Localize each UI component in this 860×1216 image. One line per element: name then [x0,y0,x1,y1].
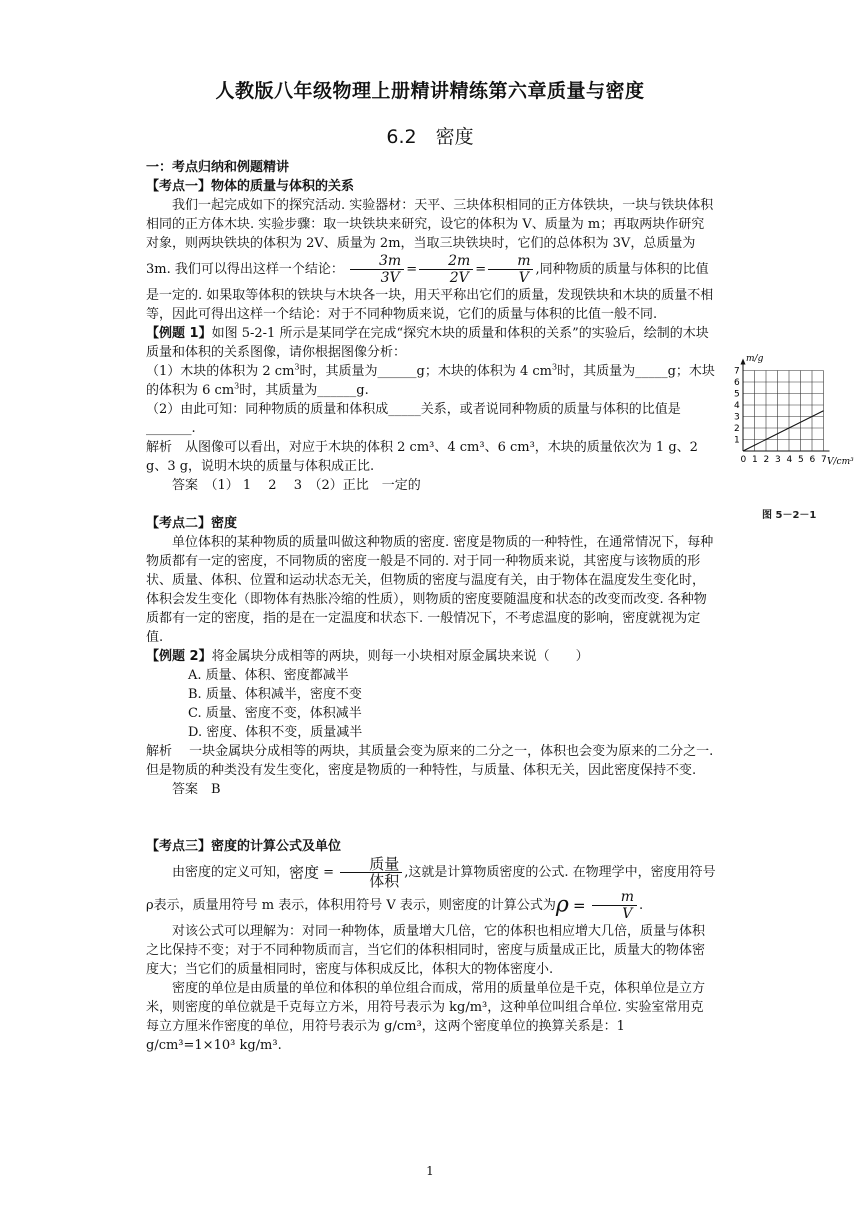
example2-answer: 答案 B [172,782,221,797]
fraction-2m-2v: $\frac{2m}{2V}$ [419,253,473,286]
y-tick-label: 4 [734,401,740,411]
example2-analysis: 解析 一块金属块分成相等的两块，其质量会变为原来的二分之一，体积也会变为原来的二分之一.但是物质的种类没有发生变化，密度是物质的一种特性，与质量、体积无关，因此密度保持不变. [146,744,714,778]
figure-caption: 图 5－2－1 [762,510,817,521]
x-tick-label: 1 [752,455,758,465]
document-title: 人教版八年级物理上册精讲精练第六章质量与密度 [215,80,645,102]
kp3-heading: 【考点三】密度的计算公式及单位 [146,839,342,854]
option-d: D. 密度、体积不变，质量减半 [188,725,363,740]
kp2-paragraph: 单位体积的某种物质的质量叫做这种物质的密度. 密度是物质的一种特性，在通常情况下，每种物质都有一定的密度，不同物质的密度一般是不同的. 对于同一种物质来说，其密度与该物质的形状、质量、体积、位置和运动状态无关，但物质的密度与温度有关，由于物体在温度发生变化时，体积会发生变化（即物体有热胀冷缩的性质），则物质的密度要随温度和状态的改变而改变. 各种物质都有一定的密度，指的是在一定温度和状态下. 一般情况下，不考虑温度的影响，密度就视为定值. [146,535,714,645]
y-tick-label: 5 [734,389,740,400]
kp1-paragraph: 我们一起完成如下的探究活动. 实验器材：天平、三块体积相同的正方体铁块，一块与铁块体积相同的正方体木块. 实验步骤：取一块铁块来研究，设它的体积为 V、质量为 m；再取两块作研究对象，则两块铁块的体积为 2V、质量为 2m，当取三块铁块时，它们的总体积为 3V，总质量为 3m. 我们可以得出这样一个结论： $\frac{3m}{3V}$ = $\frac{2m}{2V}$ = $\frac{m}{V}$ ,同种物质的质量与体积的比值是一定的. 如果取等体积的铁块与木块各一块，用天平称出它们的质量，发现铁块和木块的质量不相等，因此可得出这样一个结论：对于不同种物质来说，它们的质量与体积的比值一般不同. [146,198,714,322]
example2-label: 【例题 2】 [146,649,212,664]
y-axis-arrow [741,359,746,365]
option-c: C. 质量、密度不变，体积减半 [188,706,362,721]
spacer [146,495,716,514]
word-density: 密度 [289,863,320,882]
kp3-paragraph2: 对该公式可以理解为：对同一种物体，质量增大几倍，它的体积也相应增大几倍，质量与体积之比保持不变；对于不同种物质而言，当它们的体积相同时，密度与质量成正比，质量大的物体密度大；当它们的质量相同时，密度与体积成反比，体积大的物体密度小. [146,924,706,977]
fraction-m-v-density: $\frac{m}{V}$ [592,889,637,922]
x-tick-label: 0 [740,455,747,465]
y-tick-label: 2 [734,424,740,434]
x-tick-label: 4 [786,455,793,465]
fraction-3m-3v: $\frac{3m}{3V}$ [350,253,404,286]
x-axis-label: V/cm³ [827,457,854,467]
y-tick-label: 1 [734,435,740,446]
x-tick-label: 2 [763,455,770,465]
kp3-paragraph3: 密度的单位是由质量的单位和体积的单位组合而成，常用的质量单位是千克，体积单位是立方米，则密度的单位就是千克每立方米，用符号表示为 kg/m³，这种单位叫组合单位. 实验室常用克每立方厘米作密度的单位，用符号表示为 g/cm³，这两个密度单位的换算关系是：1 g/cm³=1×10³ kg/m³. [146,981,706,1053]
x-tick-label: 3 [775,455,781,465]
kp1-text-end: ,同种物质的质量与体积的比值是一定的. 如果取等体积的铁块与木块各一块，用天平称出它们的质量，发现铁块和木块的质量不相等，因此可得出这样一个结论：对于不同种物质来说，它们的质量与体积的比值一般不同. [146,262,714,322]
example1-analysis: 解析 从图像可以看出，对应于木块的体积 2 cm³、4 cm³、6 cm³，木块的质量依次为 1 g、2 g、3 g，说明木块的质量与体积成正比. [146,440,698,474]
option-b: B. 质量、体积减半，密度不变 [188,687,362,702]
example1-q2: （2）由此可知：同种物质的质量和体积成_____关系，或者说同种物质的质量与体积的比值是_______. [146,402,681,436]
kp1-text: 我们一起完成如下的探究活动. 实验器材：天平、三块体积相同的正方体铁块，一块与铁块体积相同的正方体木块. 实验步骤：取一块铁块来研究，设它的体积为 V、质量为 m；再取两块作研究对象，则两块铁块的体积为 2V、质量为 2m，当取三块铁块时，它们的总体积为 3V，总质量为 3m. 我们可以得出这样一个结论： [146,198,714,277]
page-number: 1 [426,1164,434,1178]
kp1-heading: 【考点一】物体的质量与体积的关系 [146,179,355,194]
y-tick-label: 3 [734,412,740,423]
kp3-paragraph1: 由密度的定义可知，密度 = $\frac{\text{质量}}{\text{体积}}$ ,这就是计算物质密度的公式. 在物理学中，密度用符号ρ表示，质量用符号 m 表示，体积用符号 V 表示，则密度的计算公式为ρ = $\frac{m}{V}$ . [146,855,716,922]
mass-volume-chart [730,352,860,492]
document-body [146,158,716,1055]
kp2-heading: 【考点二】密度 [146,516,238,531]
section-title: 6.2 密度 [386,126,474,148]
y-tick-label: 6 [734,378,740,388]
x-tick-label: 7 [821,455,827,465]
x-tick-label: 5 [798,455,804,465]
fraction-m-v: $\frac{m}{V}$ [488,253,533,286]
example1-label: 【例题 1】 [146,326,212,341]
example1-q1: （1）木块的体积为 2 $cm^3$时，其质量为______g；木块的体积为 4 $cm^3$时，其质量为_____g；木块的体积为 6 $cm^3$时，其质量为______g. [146,362,715,398]
rho-symbol: ρ [555,892,569,918]
y-tick-label: 7 [734,366,740,377]
y-axis-label: m/g [746,354,764,364]
example2-prompt: 【例题 2】将金属块分成相等的两块，则每一小块相对原金属块来说（ ） [146,649,589,664]
example1-answer: 答案 （1） 1 2 3 （2）正比 一定的 [172,478,421,493]
spacer [146,799,716,818]
x-tick-label: 6 [809,455,816,465]
option-a: A. 质量、体积、密度都减半 [188,668,349,683]
fraction-mass-volume: $\frac{\text{质量}}{\text{体积}}$ [340,856,402,889]
section-heading: 一：考点归纳和例题精讲 [146,160,290,175]
example1-prompt: 【例题 1】如图 5-2-1 所示是某同学在完成“探究木块的质量和体积的关系”的实验后，绘制的木块质量和体积的关系图像，请你根据图像分析： [146,326,709,360]
spacer [146,818,716,837]
